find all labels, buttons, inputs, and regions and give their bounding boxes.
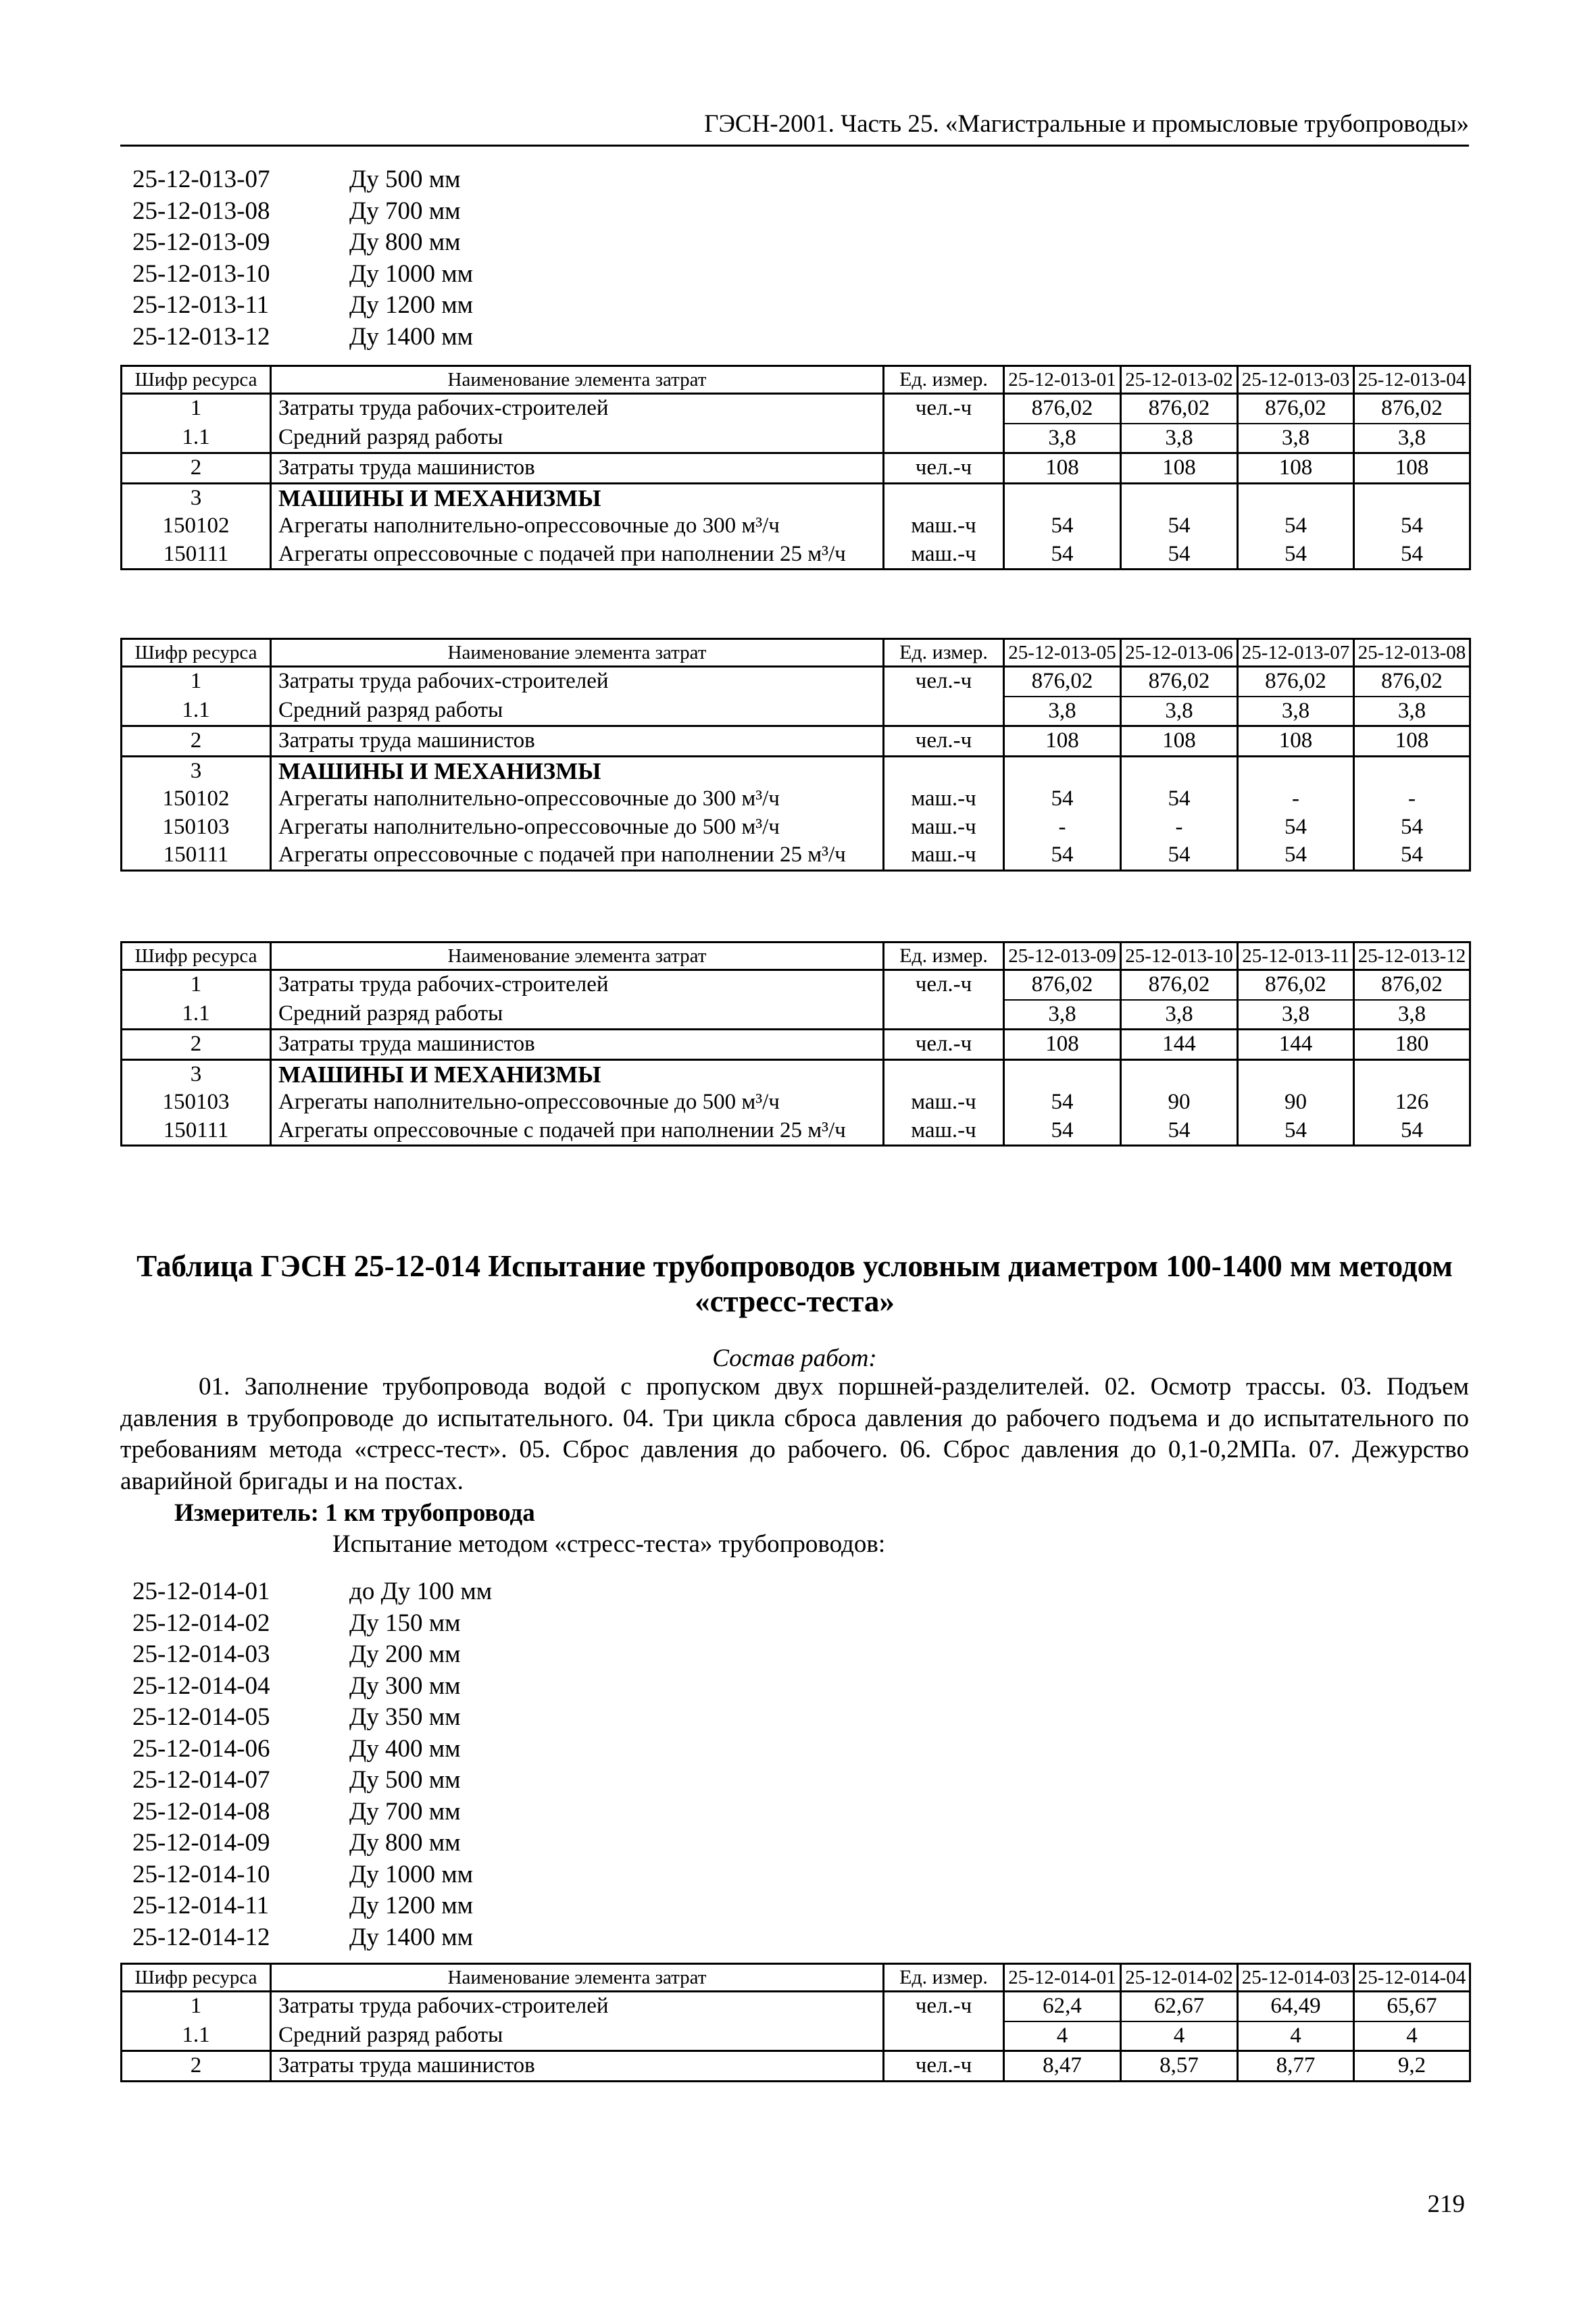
table-row: 1.1 Средний разряд работы 3,8 3,8 3,8 3,8 [122, 1000, 1470, 1030]
list-item: 25-12-014-04 Ду 300 мм [132, 1671, 461, 1700]
resource-table-3 [120, 941, 1471, 1147]
table-row: 150111 Агрегаты опрессовочные с подачей при наполнении 25 м³/ч маш.-ч 54 54 54 54 [122, 841, 1470, 870]
table-row: 2 Затраты труда машинистов чел.-ч 108 144 144 180 [122, 1030, 1470, 1060]
list-item: 25-12-013-09 Ду 800 мм [132, 228, 461, 256]
table-header-row [122, 942, 1470, 970]
list-item: 25-12-014-02 Ду 150 мм [132, 1609, 461, 1637]
header-unit: Ед. измер. [884, 366, 1004, 394]
table-row: 150103 Агрегаты наполнительно-опрессовочные до 500 м³/ч маш.-ч 54 90 90 126 [122, 1088, 1470, 1117]
header-shifr: Шифр ресурса [122, 366, 271, 394]
list-item: 25-12-014-11 Ду 1200 мм [132, 1892, 474, 1919]
header-unit: Ед. измер. [884, 942, 1004, 970]
header-col: 25-12-013-12 [1354, 942, 1470, 970]
header-col: 25-12-013-11 [1238, 942, 1354, 970]
table-row: 150103 Агрегаты наполнительно-опрессовочные до 500 м³/ч маш.-ч - - 54 54 [122, 813, 1470, 842]
list-item: 25-12-013-10 Ду 1000 мм [132, 259, 474, 288]
list-item: 25-12-014-01 до Ду 100 мм [132, 1578, 493, 1605]
table-header-row [122, 366, 1470, 394]
header-col: 25-12-013-09 [1004, 942, 1121, 970]
table-row: 2 Затраты труда машинистов чел.-ч 108 108 108 108 [122, 726, 1470, 757]
list-item: 25-12-014-09 Ду 800 мм [132, 1829, 461, 1857]
list-item: 25-12-014-03 Ду 200 мм [132, 1640, 461, 1668]
header-col: 25-12-013-03 [1238, 366, 1354, 394]
header-col: 25-12-013-04 [1354, 366, 1470, 394]
table-row: 3 МАШИНЫ И МЕХАНИЗМЫ [122, 756, 1470, 785]
header-col: 25-12-013-08 [1354, 639, 1470, 667]
list-item: 25-12-013-08 Ду 700 мм [132, 197, 461, 225]
table-row: 1 Затраты труда рабочих-строителей чел.-ч 876,02 876,02 876,02 876,02 [122, 667, 1470, 697]
table-row: 150111 Агрегаты опрессовочные с подачей при наполнении 25 м³/ч маш.-ч 54 54 54 54 [122, 1117, 1470, 1146]
table-row: 3 МАШИНЫ И МЕХАНИЗМЫ [122, 1059, 1470, 1088]
header-shifr: Шифр ресурса [122, 1964, 271, 1992]
code-list-014 [132, 1576, 492, 1953]
header-name: Наименование элемента затрат [271, 942, 884, 970]
table-header-row [122, 1964, 1470, 1992]
table-row: 3 МАШИНЫ И МЕХАНИЗМЫ [122, 483, 1470, 512]
list-item: 25-12-014-06 Ду 400 мм [132, 1734, 461, 1763]
header-col: 25-12-013-02 [1121, 366, 1238, 394]
table-row: 1.1 Средний разряд работы 3,8 3,8 3,8 3,8 [122, 424, 1470, 453]
header-col: 25-12-013-01 [1004, 366, 1121, 394]
resource-table-1 [120, 365, 1471, 570]
list-item: 25-12-014-05 Ду 350 мм [132, 1703, 461, 1731]
page-number: 219 [1427, 2190, 1465, 2218]
table-row: 150111 Агрегаты опрессовочные с подачей при наполнении 25 м³/ч маш.-ч 54 54 54 54 [122, 540, 1470, 570]
header-col: 25-12-014-01 [1004, 1964, 1121, 1992]
header-col: 25-12-013-06 [1121, 639, 1238, 667]
table-row: 1 Затраты труда рабочих-строителей чел.-ч 62,4 62,67 64,49 65,67 [122, 1992, 1470, 2021]
meter-label: Измеритель: 1 км трубопровода [174, 1499, 535, 1527]
code-list-013 [132, 164, 473, 353]
header-col: 25-12-013-10 [1121, 942, 1238, 970]
composition-text: 01. Заполнение трубопровода водой с пропуском двух поршней-разделителей. 02. Осмотр трассы. 03. Подъем давления в трубопроводе до испытательного. 04. Три цикла сброса давления до рабочего подъема и до испытательного по требованиям метода «стресс-тест». 05. Сброс давления до рабочего. 06. Сброс давления до 0,1-0,2МПа. 07. Дежурство аварийной бригады и на постах. [120, 1373, 1469, 1495]
composition-label: Состав работ: [712, 1344, 877, 1372]
list-item: 25-12-013-12 Ду 1400 мм [132, 322, 474, 351]
header-col: 25-12-013-05 [1004, 639, 1121, 667]
test-intro: Испытание методом «стресс-теста» трубопроводов: [332, 1530, 886, 1558]
header-shifr: Шифр ресурса [122, 942, 271, 970]
header-col: 25-12-014-04 [1354, 1964, 1470, 1992]
header-col: 25-12-013-07 [1238, 639, 1354, 667]
list-item: 25-12-013-11 Ду 1200 мм [132, 291, 474, 319]
table-row: 1.1 Средний разряд работы 3,8 3,8 3,8 3,8 [122, 697, 1470, 726]
header-shifr: Шифр ресурса [122, 639, 271, 667]
header-name: Наименование элемента затрат [271, 639, 884, 667]
table-row: 2 Затраты труда машинистов чел.-ч 8,47 8,57 8,77 9,2 [122, 2051, 1470, 2082]
resource-table-4 [120, 1963, 1471, 2082]
header-unit: Ед. измер. [884, 639, 1004, 667]
header-col: 25-12-014-03 [1238, 1964, 1354, 1992]
header-col: 25-12-014-02 [1121, 1964, 1238, 1992]
resource-table-2 [120, 638, 1471, 872]
table-row: 1 Затраты труда рабочих-строителей чел.-ч 876,02 876,02 876,02 876,02 [122, 970, 1470, 1000]
list-item: 25-12-014-12 Ду 1400 мм [132, 1923, 474, 1951]
header-unit: Ед. измер. [884, 1964, 1004, 1992]
section-title: Таблица ГЭСН 25-12-014 Испытание трубопроводов условным диаметром 100-1400 мм методом «стресс-теста» [136, 1249, 1453, 1318]
table-header-row [122, 639, 1470, 667]
table-row: 2 Затраты труда машинистов чел.-ч 108 108 108 108 [122, 453, 1470, 484]
table-row: 150102 Агрегаты наполнительно-опрессовочные до 300 м³/ч маш.-ч 54 54 54 54 [122, 512, 1470, 540]
list-item: 25-12-014-07 Ду 500 мм [132, 1766, 461, 1794]
header-name: Наименование элемента затрат [271, 366, 884, 394]
table-row: 1.1 Средний разряд работы 4 4 4 4 [122, 2021, 1470, 2051]
header-name: Наименование элемента затрат [271, 1964, 884, 1992]
table-row: 1 Затраты труда рабочих-строителей чел.-ч 876,02 876,02 876,02 876,02 [122, 394, 1470, 424]
list-item: 25-12-014-08 Ду 700 мм [132, 1797, 461, 1826]
list-item: 25-12-013-07 Ду 500 мм [132, 166, 461, 193]
list-item: 25-12-014-10 Ду 1000 мм [132, 1860, 474, 1888]
running-header: ГЭСН-2001. Часть 25. «Магистральные и промысловые трубопроводы» [120, 108, 1469, 147]
table-row: 150102 Агрегаты наполнительно-опрессовочные до 300 м³/ч маш.-ч 54 54 - - [122, 785, 1470, 813]
